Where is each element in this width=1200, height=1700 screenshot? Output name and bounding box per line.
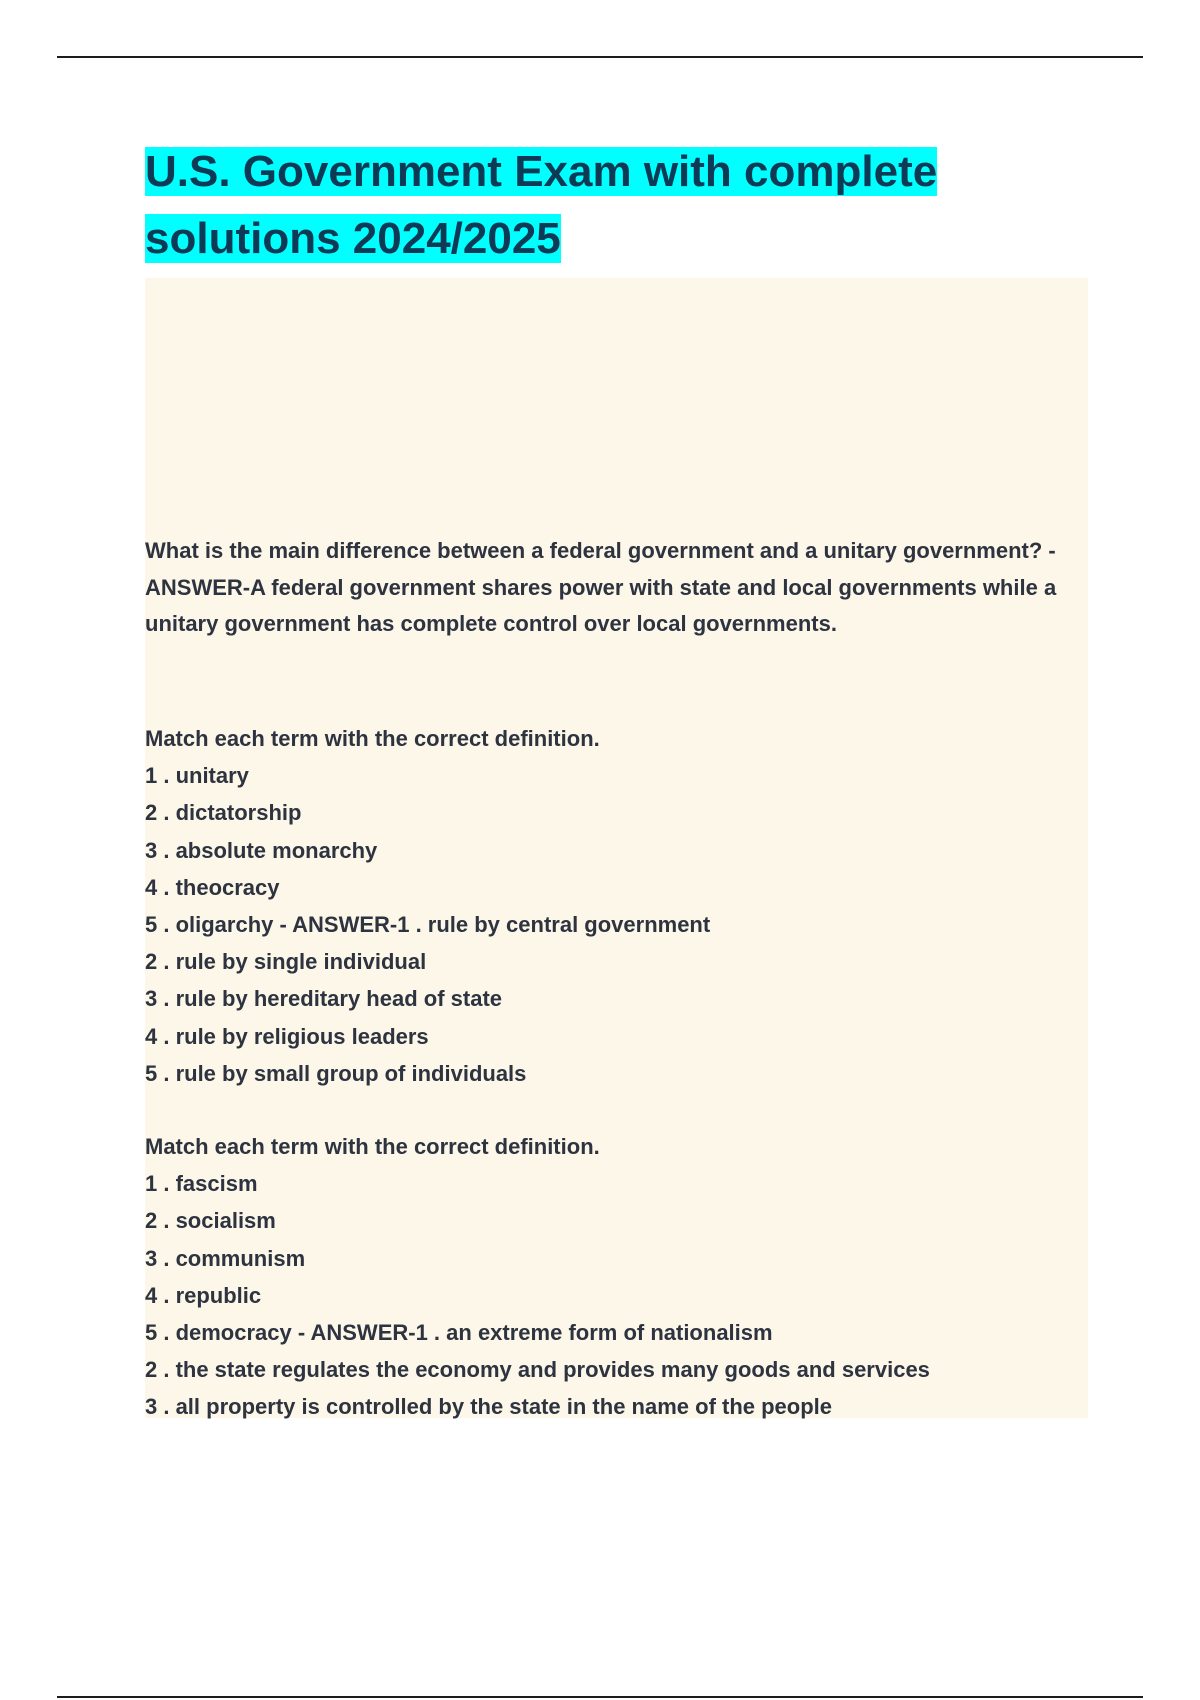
question-match-government-types: Match each term with the correct definition. 1 . unitary 2 . dictatorship 3 . absolute monarchy 4 . theocracy 5 . oligarchy - ANSWER-1 . rule by central government 2 . rule by single individual 3 . rule by hereditary head of state 4 . rule by religious leaders 5 . rule by small group of individuals <box>145 726 711 1086</box>
question-match-political-systems: Match each term with the correct definition. 1 . fascism 2 . socialism 3 . communism 4 . republic 5 . democracy - ANSWER-1 . an extreme form of nationalism 2 . the state regulates the economy and provides many goods and services 3 . all property is controlled by the state in the name of the people <box>145 1134 930 1420</box>
top-rule <box>57 56 1143 58</box>
document-title <box>145 138 1045 272</box>
bottom-rule <box>57 1696 1143 1698</box>
title-highlight: U.S. Government Exam with complete solutions 2024/2025 <box>145 147 938 263</box>
question-federal-vs-unitary: What is the main difference between a federal government and a unitary government? - ANSWER-A federal government shares power with state and local governments while a unitary government has complete control over local governments. <box>145 538 1057 636</box>
